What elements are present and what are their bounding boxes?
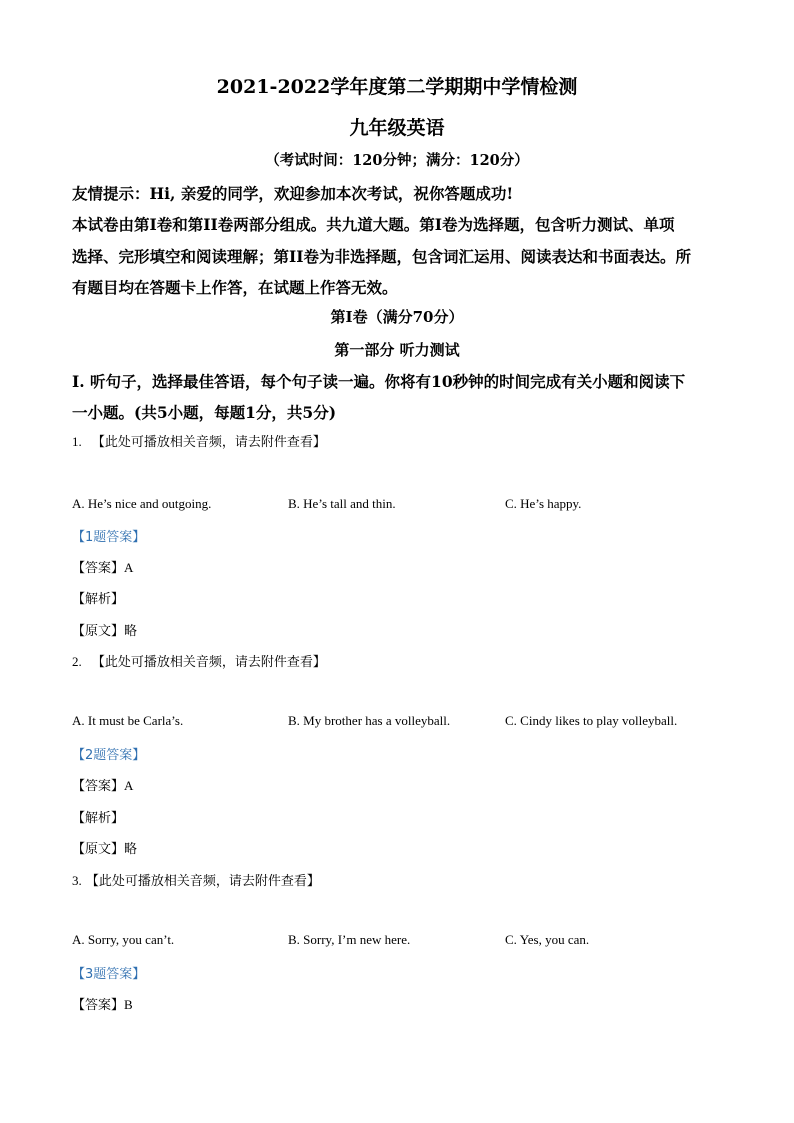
question-number: 2. [72, 654, 82, 669]
exam-subject: 九年级英语 [349, 117, 445, 139]
question-2-option-a: A. It must be Carla’s. [72, 713, 184, 728]
answer-value: B [124, 997, 133, 1012]
question-1-option-b: B. He’s tall and thin. [288, 496, 396, 511]
question-1-original [72, 620, 137, 639]
question-2-answer [72, 775, 133, 794]
question-1-analysis: 【解析】 [72, 592, 125, 607]
question-2-option-c: C. Cindy likes to play volleyball. [505, 713, 678, 728]
question-2-prompt [72, 651, 326, 670]
intro-line-2: 本试卷由第I卷和第II卷两部分组成。共九道大题。第I卷为选择题，包含听力测试、单项 [72, 215, 675, 234]
question-1-option-c: C. He’s happy. [505, 496, 582, 511]
original-value: 略 [124, 842, 138, 857]
question-number: 1. [72, 434, 82, 449]
original-label: 【原文】 [72, 624, 125, 639]
question-2-analysis: 【解析】 [72, 811, 125, 826]
question-1-prompt [72, 431, 326, 450]
original-value: 略 [124, 624, 138, 639]
volume-heading: 第I卷（满分70分） [330, 308, 464, 326]
answer-value: A [124, 778, 134, 793]
audio-placeholder: 【此处可播放相关音频，请去附件查看】 [85, 874, 320, 889]
question-3-option-c: C. Yes, you can. [505, 932, 590, 947]
question-3-option-a: A. Sorry, you can’t. [72, 932, 175, 947]
question-2-answer-heading: 【2题答案】 [72, 748, 146, 763]
exam-meta: （考试时间：120分钟；满分：120分） [265, 152, 529, 169]
audio-placeholder: 【此处可播放相关音频，请去附件查看】 [91, 435, 326, 450]
intro-line-4: 有题目均在答题卡上作答，在试题上作答无效。 [72, 278, 398, 297]
question-1-answer [72, 557, 133, 576]
exam-title: 2021-2022学年度第二学期期中学情检测 [216, 76, 578, 98]
answer-value: A [124, 560, 134, 575]
answer-label: 【答案】 [72, 561, 125, 576]
audio-placeholder: 【此处可播放相关音频，请去附件查看】 [91, 655, 326, 670]
question-number: 3. [72, 873, 82, 888]
question-3-option-b: B. Sorry, I’m new here. [288, 932, 411, 947]
answer-label: 【答案】 [72, 779, 125, 794]
intro-line-3: 选择、完形填空和阅读理解；第II卷为非选择题，包含词汇运用、阅读表达和书面表达。所 [72, 247, 692, 266]
part-heading: 第一部分 听力测试 [334, 341, 460, 359]
question-2-original [72, 838, 137, 857]
intro-line-1: 友情提示：Hi, 亲爱的同学，欢迎参加本次考试，祝你答题成功! [72, 184, 514, 203]
instructions-line-1: I. 听句子，选择最佳答语，每个句子读一遍。你将有10秒钟的时间完成有关小题和阅读下 [72, 372, 686, 391]
answer-label: 【答案】 [72, 998, 125, 1013]
question-1-answer-heading: 【1题答案】 [72, 530, 146, 545]
question-3-prompt [72, 870, 320, 889]
original-label: 【原文】 [72, 842, 125, 857]
instructions-line-2: 一小题。(共5小题，每题1分，共5分) [72, 403, 337, 422]
question-1-option-a: A. He’s nice and outgoing. [72, 496, 212, 511]
question-3-answer [72, 994, 133, 1013]
question-3-answer-heading: 【3题答案】 [72, 967, 146, 982]
question-2-option-b: B. My brother has a volleyball. [288, 713, 451, 728]
